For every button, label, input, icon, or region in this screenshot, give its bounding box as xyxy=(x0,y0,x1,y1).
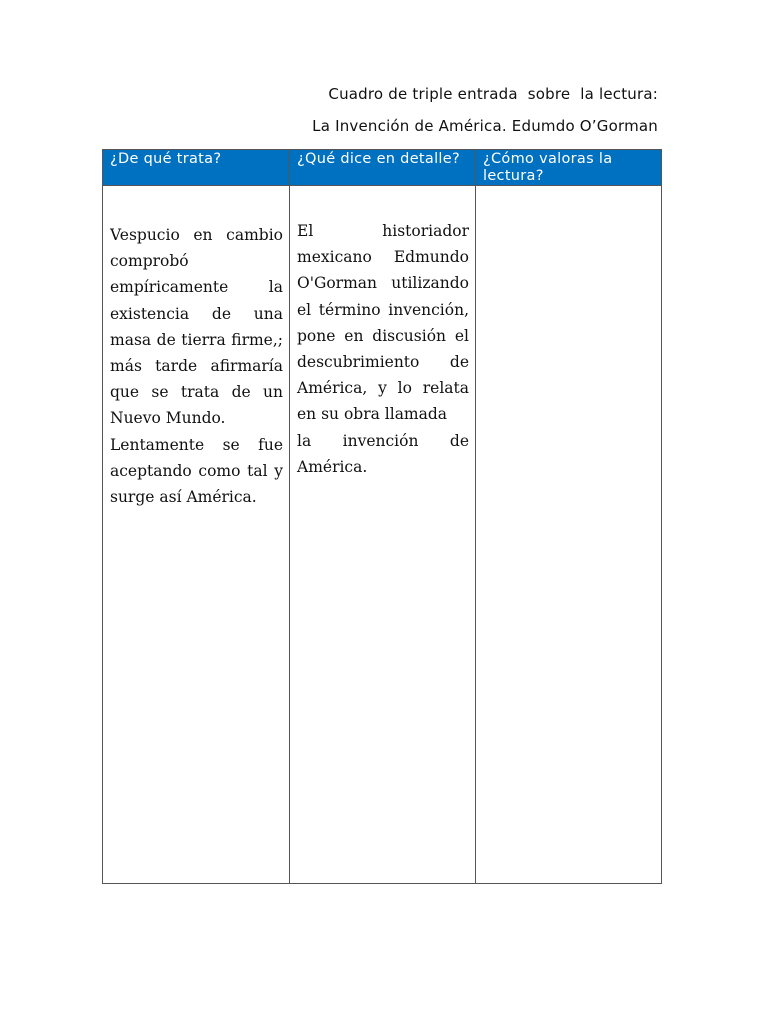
cell-paragraph: la invención de América. xyxy=(297,431,469,476)
cell-que-dice-en-detalle xyxy=(289,186,475,884)
header-que-dice-en-detalle: ¿Qué dice en detalle? xyxy=(289,150,475,186)
cell-paragraph: El historiador mexicano Edmundo O'Gorman utilizando el término invención, pone en discusión el descubrimiento de América, y lo relata en su obra llamada xyxy=(297,222,469,424)
header-de-que-trata: ¿De qué trata? xyxy=(103,150,289,186)
cell-de-que-trata xyxy=(103,186,289,884)
document-title-line-1: Cuadro de triple entrada sobre la lectura: xyxy=(328,85,658,103)
cell-como-valoras xyxy=(475,186,661,884)
triple-entry-table xyxy=(102,149,662,884)
cell-paragraph: Lentamente se fue aceptando como tal y surge así América. xyxy=(110,435,283,507)
cell-paragraph: Vespucio en cambio comprobó empíricamente la existencia de una masa de tierra firme,; más tarde afirmaría que se trata de un Nuevo Mundo. xyxy=(110,226,283,428)
document-title-line-2: La Invención de América. Edumdo O’Gorman xyxy=(312,117,658,135)
header-como-valoras: ¿Cómo valoras la lectura? xyxy=(475,150,661,186)
